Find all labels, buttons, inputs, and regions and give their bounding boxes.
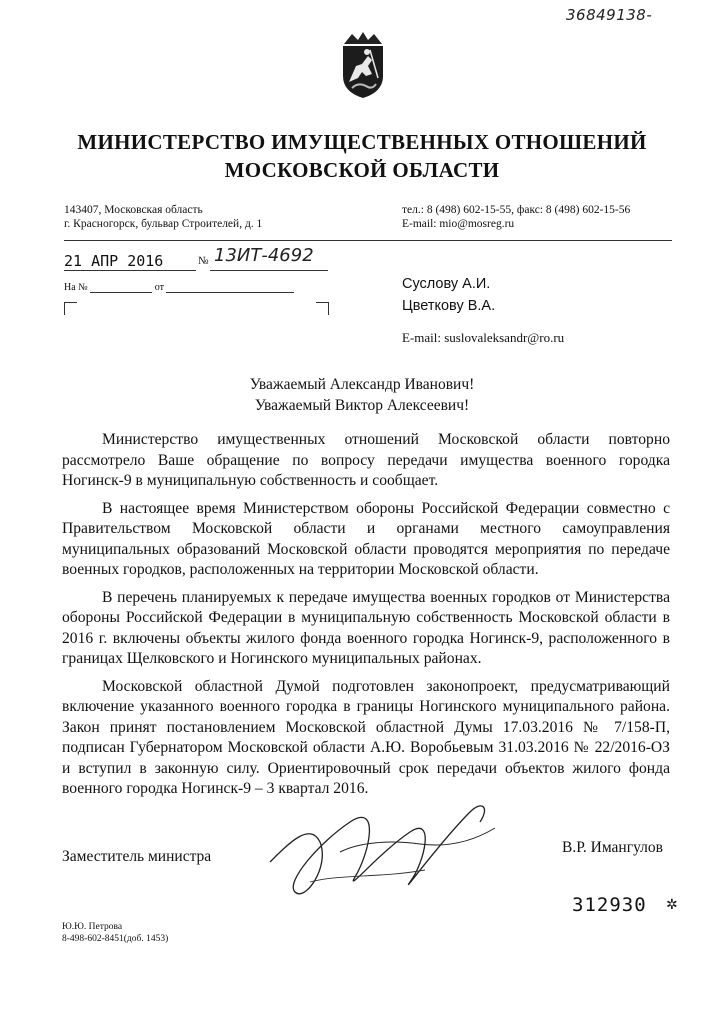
recipient-email: E-mail: suslovaleksandr@ro.ru <box>402 330 565 345</box>
moscow-region-coat-of-arms <box>338 30 388 100</box>
address-corner-right <box>316 302 329 315</box>
outgoing-number: 13ИТ-4692 <box>214 245 314 266</box>
email-line: E-mail: mio@mosreg.ru <box>402 218 515 230</box>
date-underline <box>64 270 196 271</box>
ministry-title-line2: МОСКОВСКОЙ ОБЛАСТИ <box>224 158 500 182</box>
number-underline <box>210 270 328 271</box>
ministry-address <box>64 203 262 231</box>
paragraph-3: В перечень планируемых к передаче имущества военных городков от Министерства обороны Российской Федерации в муниципальную собственность Московской области в 2016 г. включены объекты жилого фонда военного городка Ногинск-9, расположенного в границах Щелковского и Ногинского муниципальных районах. <box>62 588 670 667</box>
address-line2: г. Красногорск, бульвар Строителей, д. 1 <box>64 218 263 230</box>
executor-name: Ю.Ю. Петрова <box>62 922 123 932</box>
ref-date-blank <box>166 282 294 293</box>
ministry-title-line1: МИНИСТЕРСТВО ИМУЩЕСТВЕННЫХ ОТНОШЕНИЙ <box>77 130 647 154</box>
ref-prefix: На № <box>64 282 88 293</box>
reference-line <box>64 282 294 293</box>
address-corner-left <box>64 302 77 315</box>
paragraph-4: Московской областной Думой подготовлен законопроект, предусматривающий включение указанного военного городка в границы Ногинского муниципального района. Закон принят постановлением Московской областной Думы 17.03.2016 № 7/158-П, подписан Губернатором Московской области А.Ю. Воробьевым 31.03.2016 № 22/2016-ОЗ и вступил в законную силу. Ориентировочный срок передачи объектов жилого фонда военного городка Ногинск-9 – 3 квартал 2016. <box>62 677 670 797</box>
phone-line: тел.: 8 (498) 602-15-55, факс: 8 (498) 602-15-56 <box>402 204 631 216</box>
stamp-mark-icon: ✲ <box>666 898 678 913</box>
salutation <box>0 374 724 416</box>
executor-phone: 8-498-602-8451(доб. 1453) <box>62 934 169 944</box>
ministry-contacts <box>402 203 630 231</box>
paragraph-2: В настоящее время Министерством обороны Российской Федерации совместно с Правительством Московской области и органами местного самоуправления муниципальных образований Московской области проводятся мероприятия по передаче военных городков, расположенных на территории Московской области. <box>62 499 670 578</box>
ref-number-blank <box>90 282 152 293</box>
address-line1: 143407, Московская область <box>64 204 203 216</box>
executor-info <box>62 921 168 945</box>
number-prefix: № <box>198 255 209 267</box>
signer-name: В.Р. Имангулов <box>562 839 663 856</box>
recipients-block <box>402 273 495 317</box>
ministry-title <box>0 128 724 184</box>
salutation-line2: Уважаемый Виктор Алексеевич! <box>254 397 470 414</box>
header-divider <box>64 240 672 241</box>
letter-body <box>62 430 670 807</box>
archive-number: 36849138- <box>566 6 653 24</box>
outgoing-date: 21 АПР 2016 <box>64 252 164 270</box>
recipient-name-2: Цветкову В.А. <box>402 298 496 314</box>
registration-stamp-number: 312930 <box>572 894 647 916</box>
signer-position: Заместитель министра <box>62 848 212 865</box>
ref-from: от <box>154 282 164 293</box>
handwritten-signature <box>250 782 510 922</box>
paragraph-1: Министерство имущественных отношений Московской области повторно рассмотрело Ваше обращение по вопросу передачи имущества военного городка Ногинск-9 в муниципальную собственность и сообщает. <box>62 431 670 489</box>
recipient-name-1: Суслову А.И. <box>402 276 491 292</box>
salutation-line1: Уважаемый Александр Иванович! <box>249 376 475 393</box>
